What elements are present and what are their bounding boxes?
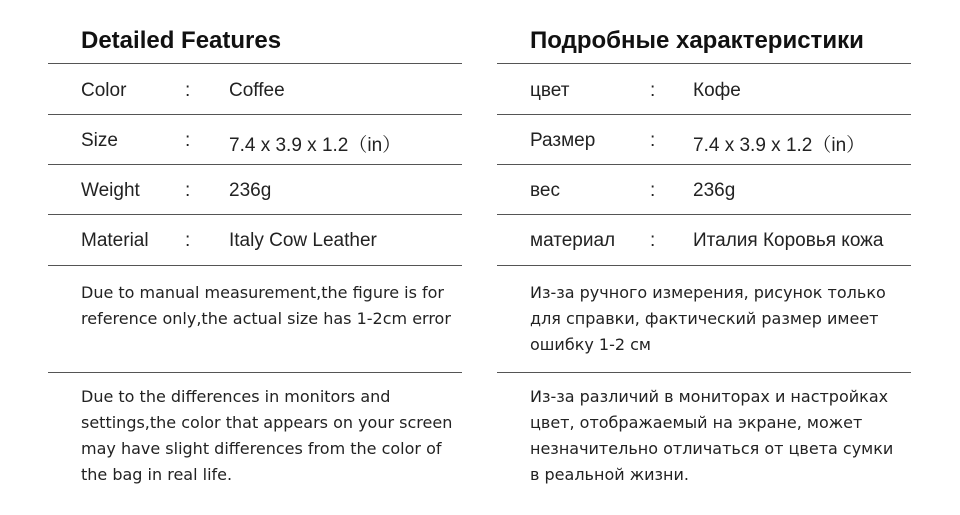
feature-row-material [497,215,911,265]
english-features-panel [48,0,462,515]
measurement-note: Due to manual measurement,the figure is for reference only,the actual size has 1-2cm error [81,283,451,328]
divider [497,63,911,64]
measurement-note: Из-за ручного измерения, рисунок только для справки, фактический размер имеет ошибку 1-2 см [530,283,886,354]
panel-title: Подробные характеристики [530,27,864,54]
feature-colon: : [185,80,191,101]
feature-value: Italy Cow Leather [229,230,377,251]
feature-row-size [497,115,911,165]
feature-colon: : [650,180,656,201]
divider [497,372,911,373]
divider [48,265,462,266]
feature-label: Color [81,80,127,101]
feature-label: вес [530,180,560,201]
divider [48,372,462,373]
feature-colon: : [185,130,191,151]
feature-value: 236g [229,180,272,201]
feature-row-color [48,65,462,115]
feature-value: 7.4 x 3.9 x 1.2（in） [229,135,402,156]
feature-row-color [497,65,911,115]
divider [497,265,911,266]
feature-label: Size [81,130,118,151]
feature-label: Размер [530,130,596,151]
feature-value: 7.4 x 3.9 x 1.2（in） [693,135,866,156]
feature-row-weight [48,165,462,215]
feature-label: Material [81,230,149,251]
feature-colon: : [185,180,191,201]
feature-value: Италия Коровья кожа [693,230,884,251]
feature-label: Weight [81,180,140,201]
color-difference-note: Due to the differences in monitors and settings,the color that appears on your screen may have slight differences from the color of the bag in real life. [81,387,453,484]
feature-label: материал [530,230,616,251]
feature-row-material [48,215,462,265]
feature-label: цвет [530,80,570,101]
feature-colon: : [650,80,656,101]
russian-features-panel [497,0,911,515]
feature-row-size [48,115,462,165]
feature-colon: : [185,230,191,251]
feature-value: Coffee [229,80,285,101]
feature-colon: : [650,130,656,151]
divider [48,63,462,64]
color-difference-note: Из-за различий в мониторах и настройках цвет, отображаемый на экране, может незначительно отличаться от цвета сумки в реальной жизни. [530,387,894,484]
feature-row-weight [497,165,911,215]
feature-colon: : [650,230,656,251]
feature-value: 236g [693,180,736,201]
feature-value: Кофе [693,80,741,101]
panel-title: Detailed Features [81,27,282,54]
